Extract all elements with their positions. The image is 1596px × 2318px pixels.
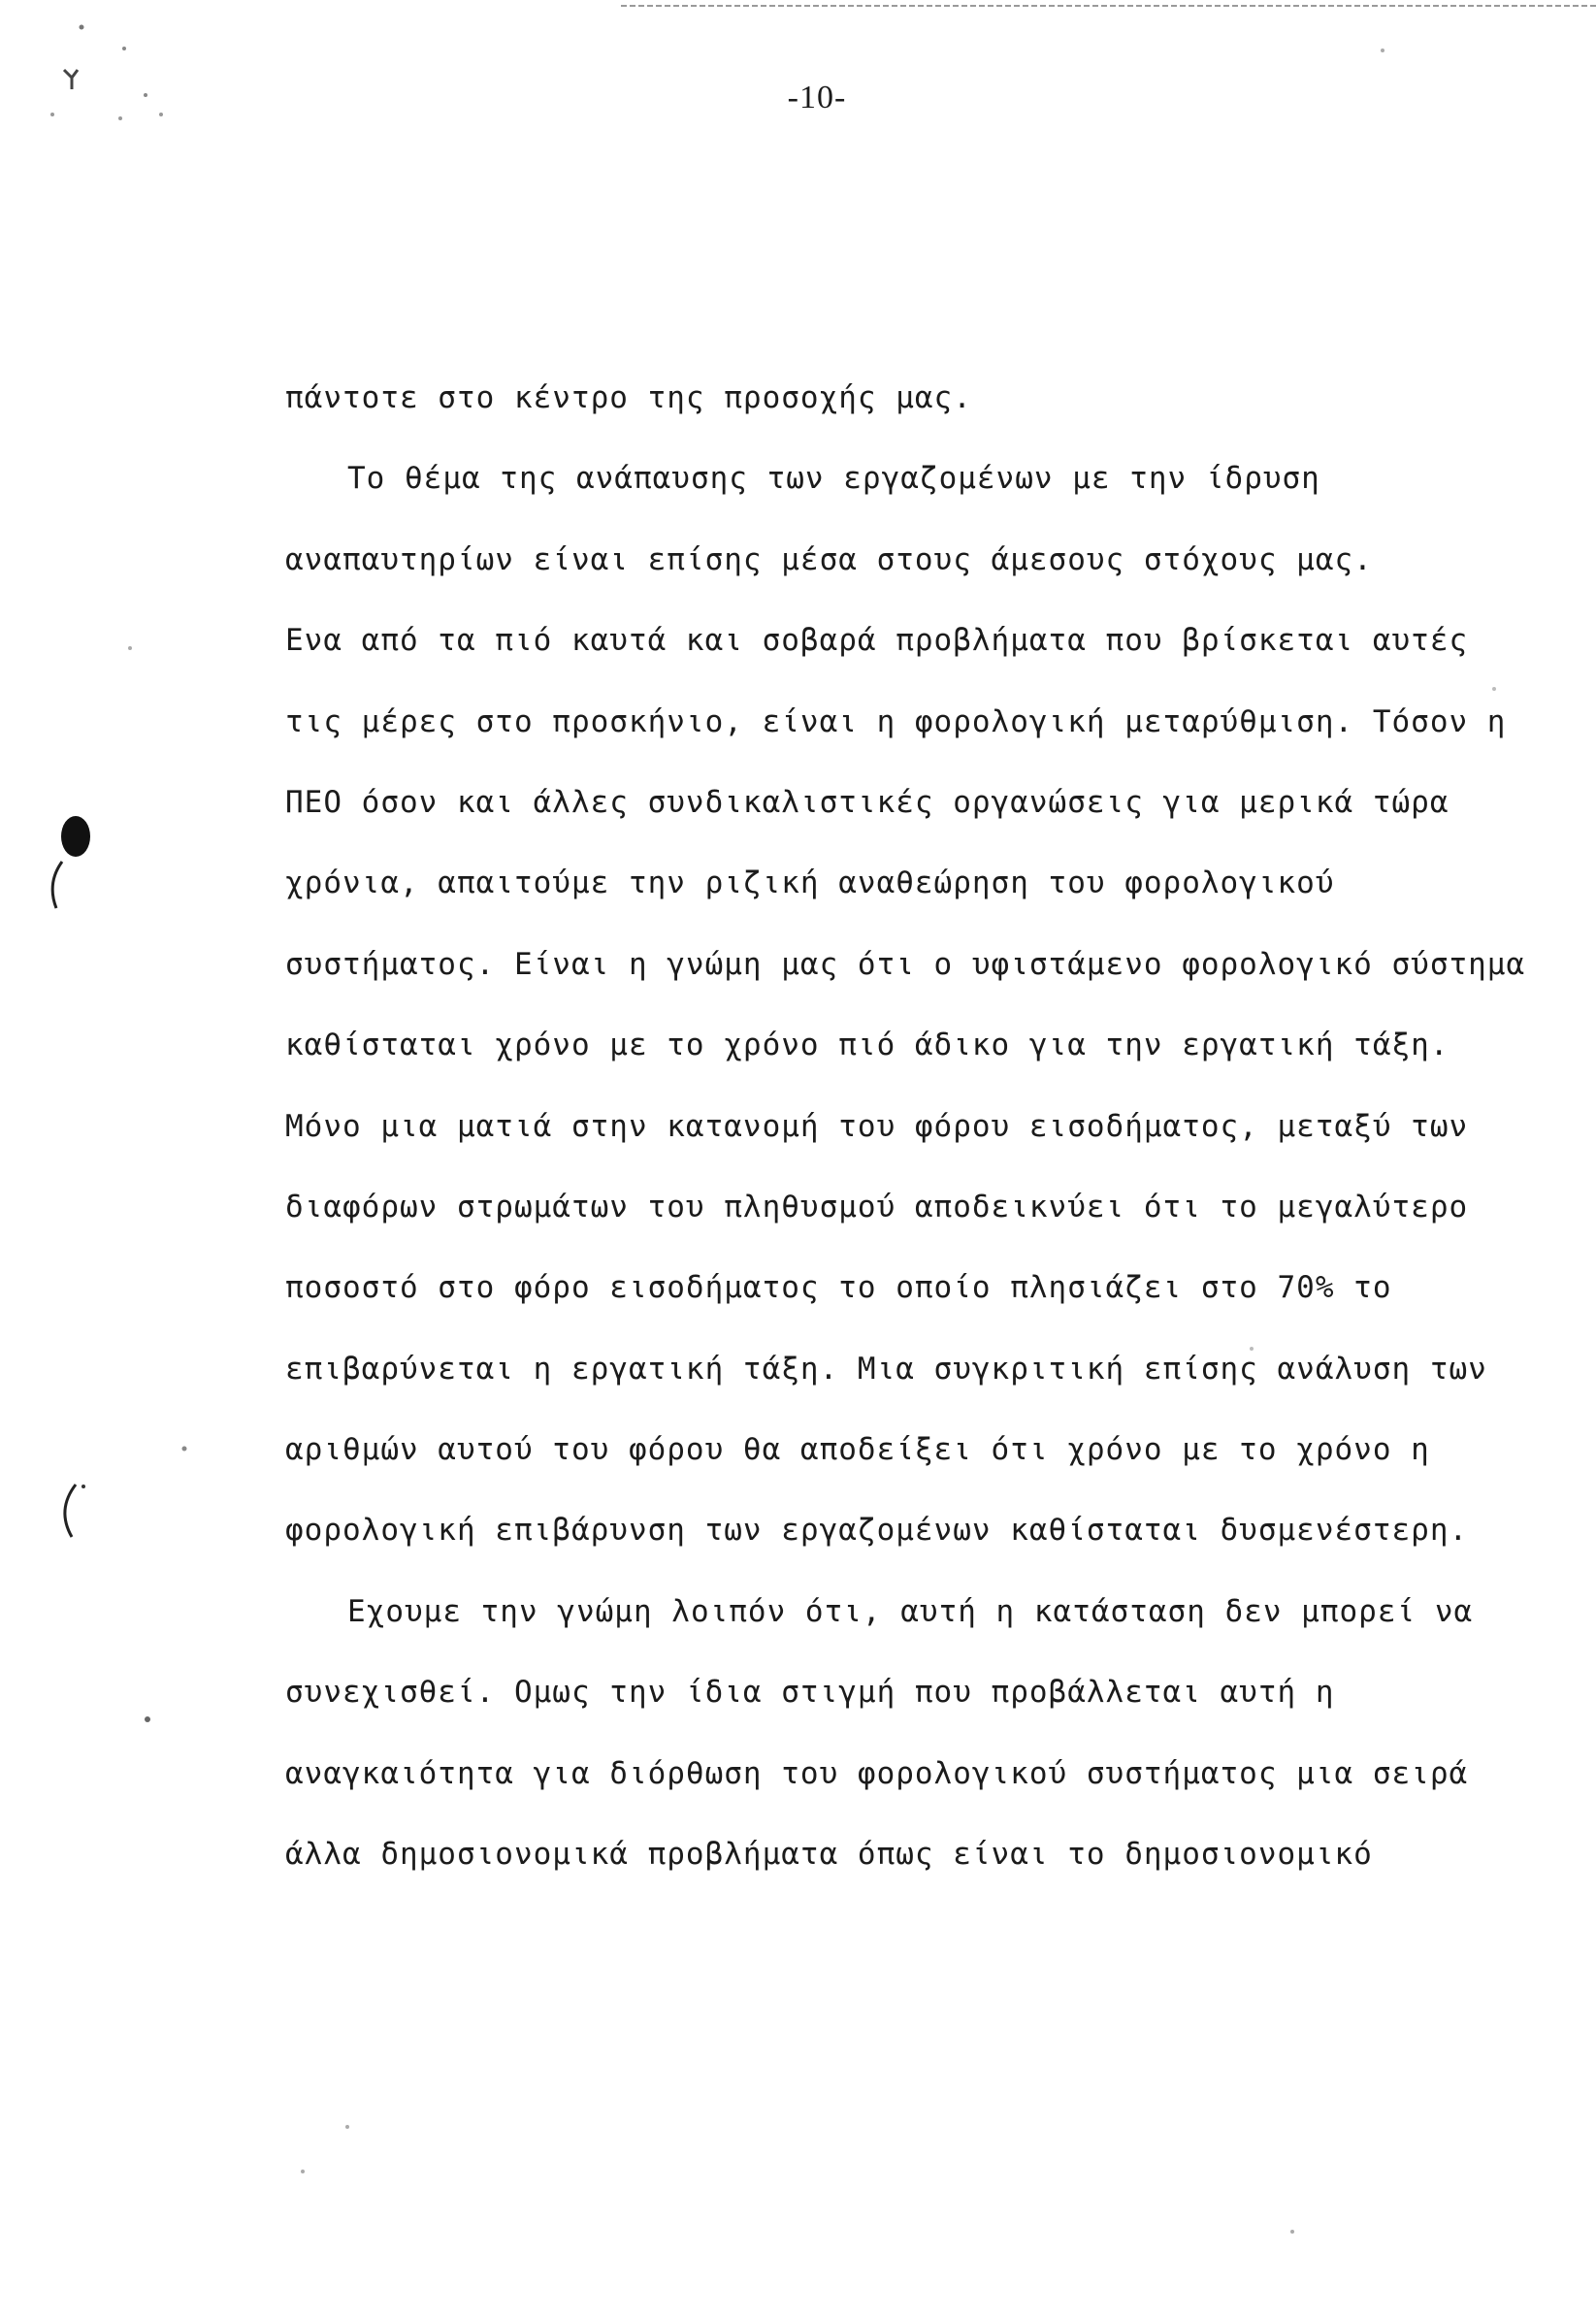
- hole-punch-blob: [61, 816, 90, 857]
- scan-speck: [81, 1485, 85, 1488]
- text-line: Το θέμα της ανάπαυσης των εργαζομένων με την ίδρυση: [347, 461, 1320, 497]
- text-line: ΠΕΟ όσον και άλλες συνδικαλιστικές οργανώσεις για μερικά τώρα: [285, 784, 1449, 820]
- text-line: αναγκαιότητα για διόρθωση του φορολογικού συστήματος μια σειρά: [285, 1755, 1469, 1791]
- text-line: φορολογική επιβάρυνση των εργαζομένων καθίσταται δυσμενέστερη.: [285, 1513, 1469, 1549]
- text-line: ποσοστό στο φόρο εισοδήματος το οποίο πλησιάζει στο 70% το: [285, 1270, 1392, 1306]
- scan-speck: [145, 1716, 150, 1722]
- scan-speck: [1381, 49, 1384, 52]
- text-line: συστήματος. Είναι η γνώμη μας ότι ο υφιστάμενο φορολογικό σύστημα: [285, 946, 1526, 982]
- text-line: χρόνια, απαιτούμε την ριζική αναθεώρηση του φορολογικού: [285, 865, 1335, 901]
- scan-speck: [118, 116, 122, 120]
- scan-speck: [80, 25, 84, 30]
- text-line: τις μέρες στο προσκήνιο, είναι η φορολογική μεταρύθμιση. Τόσον η: [285, 703, 1507, 739]
- scan-speck: [128, 646, 132, 650]
- text-line: επιβαρύνεται η εργατική τάξη. Μια συγκριτική επίσης ανάλυση των: [285, 1351, 1487, 1387]
- scan-speck: [50, 113, 54, 116]
- text-line: διαφόρων στρωμάτων του πληθυσμού αποδεικνύει ότι το μεγαλύτερο: [285, 1189, 1469, 1224]
- scan-speck: [1290, 2230, 1294, 2234]
- text-line: Ενα από τα πιό καυτά και σοβαρά προβλήματα που βρίσκεται αυτές: [285, 623, 1469, 659]
- document-body: [285, 358, 1576, 1895]
- text-line: αριθμών αυτού του φόρου θα αποδείξει ότι χρόνο με το χρόνο η: [285, 1432, 1430, 1468]
- scan-speck: [345, 2125, 349, 2129]
- text-line: Μόνο μια ματιά στην κατανομή του φόρου εισοδήματος, μεταξύ των: [285, 1108, 1469, 1144]
- text-line: πάντοτε στο κέντρο της προσοχής μας.: [285, 380, 972, 415]
- scan-speck: [301, 2170, 305, 2173]
- scan-speck: [144, 93, 147, 97]
- margin-bracket-mark: [52, 862, 62, 908]
- scan-speck: [122, 47, 126, 50]
- text-line: καθίσταται χρόνο με το χρόνο πιό άδικο για την εργατική τάξη.: [285, 1028, 1449, 1063]
- text-line: Εχουμε την γνώμη λοιπόν ότι, αυτή η κατάσταση δεν μπορεί να: [347, 1593, 1474, 1629]
- text-line: άλλα δημοσιονομικά προβλήματα όπως είναι το δημοσιονομικό: [285, 1837, 1373, 1873]
- text-line: συνεχισθεί. Ομως την ίδια στιγμή που προβάλλεται αυτή η: [285, 1675, 1335, 1711]
- page-number: -10-: [787, 80, 847, 115]
- text-line: αναπαυτηρίων είναι επίσης μέσα στους άμεσους στόχους μας.: [285, 541, 1373, 577]
- scan-speck: [182, 1447, 187, 1452]
- scan-speck: [159, 113, 163, 116]
- margin-bracket-mark: [65, 1485, 76, 1537]
- scan-speck: [64, 70, 78, 89]
